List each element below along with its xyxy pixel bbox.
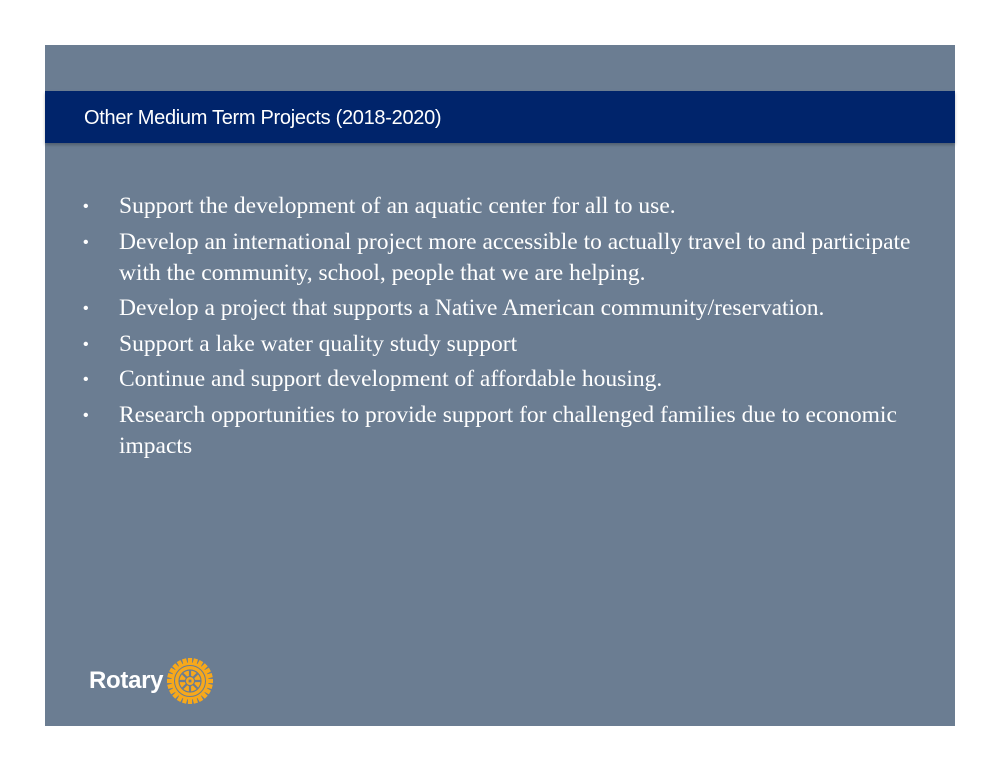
bullet-dot-icon: •: [83, 406, 89, 424]
bullet-item: [83, 293, 933, 324]
bullet-dot-icon: •: [83, 371, 89, 388]
bullet-dot-icon: •: [83, 198, 89, 215]
bullet-text: Continue and support development of affordable housing.: [119, 366, 663, 392]
bullet-item: [83, 364, 933, 395]
rotary-wheel-icon: [166, 657, 214, 705]
bullet-text: Support the development of an aquatic center for all to use.: [119, 193, 676, 219]
bullet-item: [83, 191, 933, 222]
bullet-text: Research opportunities to provide support for challenged families due to economic impacts: [119, 401, 897, 459]
slide-title: Other Medium Term Projects (2018-2020): [84, 107, 442, 129]
rotary-logo: [89, 657, 214, 705]
bullet-item: [83, 329, 933, 360]
bullet-dot-icon: •: [83, 300, 89, 317]
slide: [45, 45, 955, 726]
bullet-item: [83, 400, 933, 462]
bullet-item: [83, 227, 933, 289]
title-bar: [45, 91, 955, 143]
bullet-list: [83, 191, 933, 466]
bullet-dot-icon: •: [83, 335, 89, 353]
bullet-text: Support a lake water quality study support: [119, 330, 518, 357]
bullet-dot-icon: •: [83, 233, 89, 251]
bullet-text: Develop a project that supports a Native American community/reservation.: [119, 295, 825, 321]
logo-wordmark: Rotary: [89, 667, 164, 694]
bullet-text: Develop an international project more accessible to actually travel to and participate with the community, school, people that we are helping.: [119, 228, 911, 286]
